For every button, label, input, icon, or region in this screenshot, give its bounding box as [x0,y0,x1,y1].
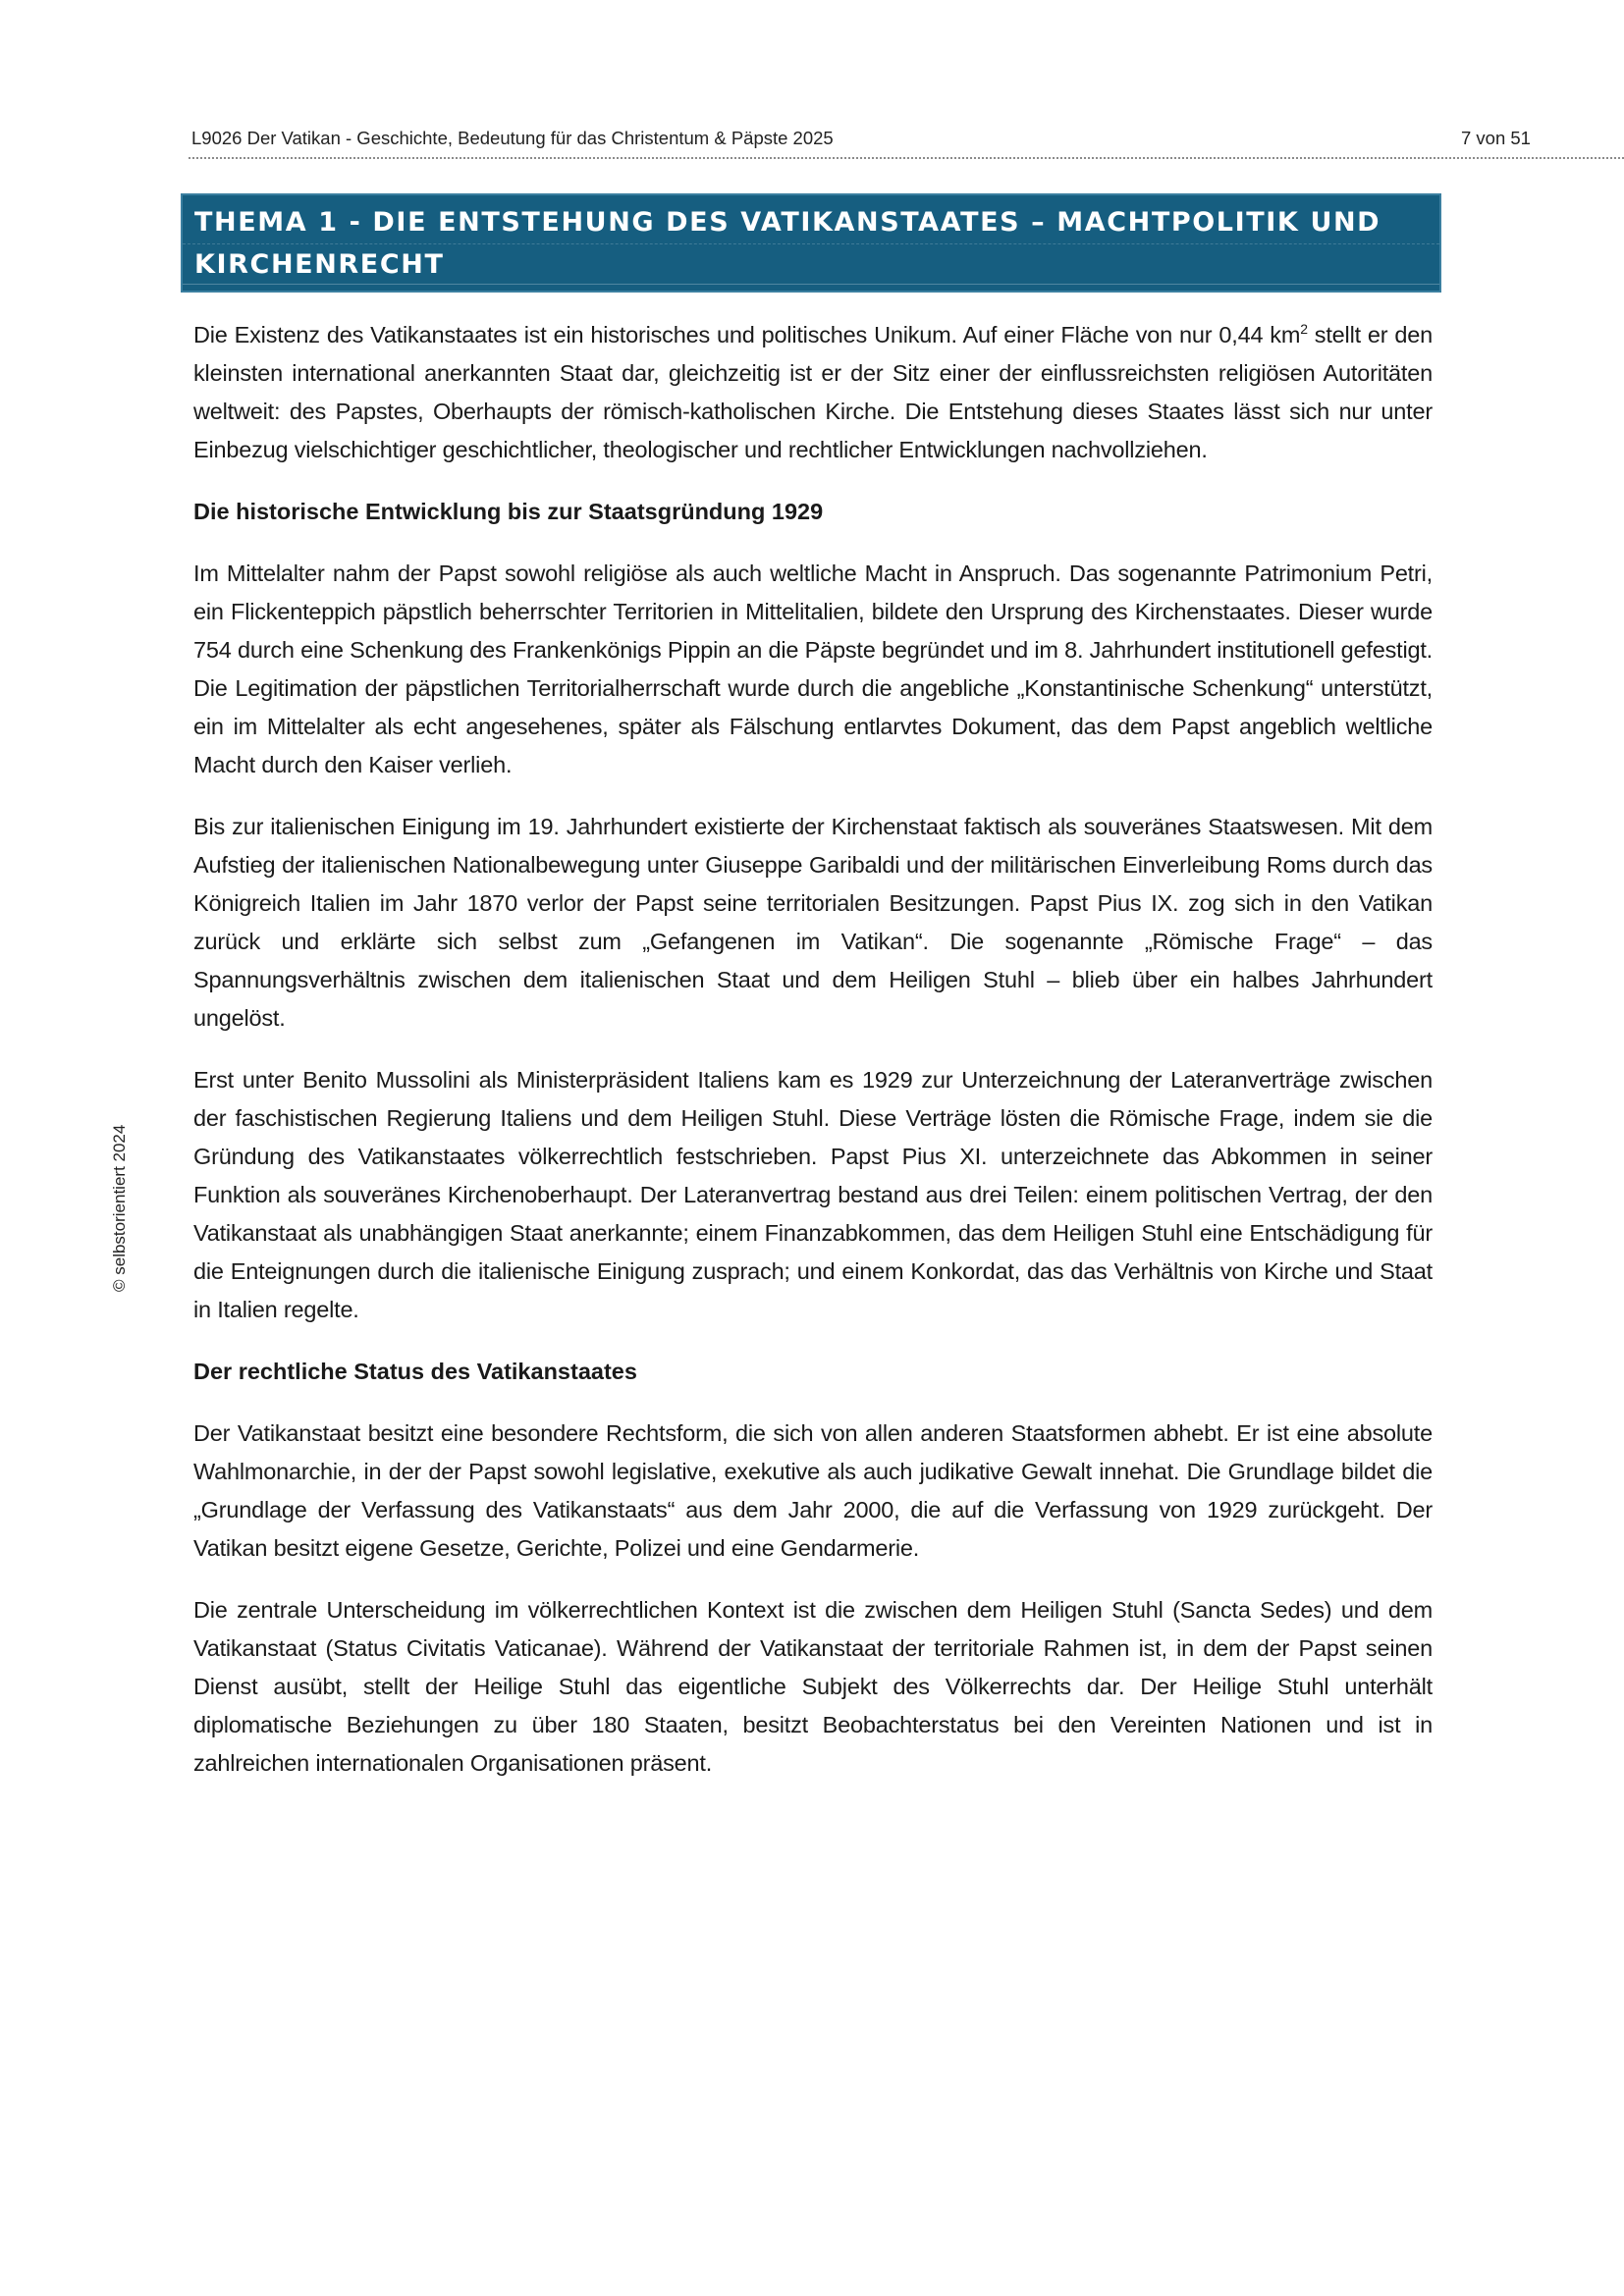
document-body [193,316,1433,1806]
topic-banner [181,193,1441,293]
paragraph: Die zentrale Unterscheidung im völkerrechtlichen Kontext ist die zwischen dem Heiligen Stuhl (Sancta Sedes) und dem Vatikanstaat (Status Civitatis Vaticanae). Während der Vatikanstaat der territoriale Rahmen ist, in dem der Papst seinen Dienst ausübt, stellt der Heilige Stuhl das eigentliche Subjekt des Völkerrechts dar. Der Heilige Stuhl unterhält diplomatische Beziehungen zu über 180 Staaten, besitzt Beobachterstatus bei den Vereinten Nationen und ist in zahlreichen internationalen Organisationen präsent. [193,1597,1433,1776]
page-header [189,128,1624,159]
paragraph: Im Mittelalter nahm der Papst sowohl religiöse als auch weltliche Macht in Anspruch. Das sogenannte Patrimonium Petri, ein Flickenteppich päpstlich beherrschter Territorien in Mittelitalien, bildete den Ursprung des Kirchenstaates. Dieser wurde 754 durch eine Schenkung des Frankenkönigs Pippin an die Päpste begründet und im 8. Jahrhundert institutionell gefestigt. Die Legitimation der päpstlichen Territorialherrschaft wurde durch die angebliche „Konstantinische Schenkung“ unterstützt, ein im Mittelalter als echt angesehenes, später als Fälschung entlarvtes Dokument, das dem Papst angeblich weltliche Macht durch den Kaiser verlieh. [193,561,1433,777]
document-title: L9026 Der Vatikan - Geschichte, Bedeutung für das Christentum & Päpste 2025 [191,128,834,148]
intro-text: stellt er den kleinsten international anerkannten Staat dar, gleichzeitig ist er der Sitz einer der einflussreichsten religiösen Autoritäten weltweit: des Papstes, Oberhaupts der römisch-katholischen Kirche. Die Entstehung dieses Staates lässt sich nur unter Einbezug vielschichtiger geschichtlicher, theologischer und rechtlicher Entwicklungen nachvollziehen. [193,322,1433,462]
page-number: 7 von 51 [1461,128,1531,148]
superscript: 2 [1300,321,1308,338]
paragraph: Erst unter Benito Mussolini als Ministerpräsident Italiens kam es 1929 zur Unterzeichnung der Lateranverträge zwischen der faschistischen Regierung Italiens und dem Heiligen Stuhl. Diese Verträge lösten die Römische Frage, indem sie die Gründung des Vatikanstaates völkerrechtlich festschrieben. Papst Pius XI. unterzeichnete das Abkommen in seiner Funktion als souveränes Kirchenoberhaupt. Der Lateranvertrag bestand aus drei Teilen: einem politischen Vertrag, der den Vatikanstaat als unabhängigen Staat anerkannte; einem Finanzabkommen, das dem Heiligen Stuhl eine Entschädigung für die Enteignungen durch die italienische Einigung zusprach; und einem Konkordat, das das Verhältnis von Kirche und Staat in Italien regelte. [193,1067,1433,1322]
section-heading: Die historische Entwicklung bis zur Staatsgründung 1929 [193,499,824,524]
topic-title: THEMA 1 - DIE ENTSTEHUNG DES VATIKANSTAATES – MACHTPOLITIK UND KIRCHENRECHT [194,207,1381,280]
paragraph: Bis zur italienischen Einigung im 19. Jahrhundert existierte der Kirchenstaat faktisch als souveränes Staatswesen. Mit dem Aufstieg der italienischen Nationalbewegung unter Giuseppe Garibaldi und der militärischen Einverleibung Roms durch das Königreich Italien im Jahr 1870 verlor der Papst seine territorialen Besitzungen. Papst Pius IX. zog sich in den Vatikan zurück und erklärte sich selbst zum „Gefangenen im Vatikan“. Die sogenannte „Römische Frage“ – das Spannungsverhältnis zwischen dem italienischen Staat und dem Heiligen Stuhl – blieb über ein halbes Jahrhundert ungelöst. [193,814,1433,1031]
copyright-note: © selbstorientiert 2024 [110,1124,129,1292]
section-heading: Der rechtliche Status des Vatikanstaates [193,1359,637,1384]
intro-paragraph [193,316,1433,469]
paragraph: Der Vatikanstaat besitzt eine besondere Rechtsform, die sich von allen anderen Staatsformen abhebt. Er ist eine absolute Wahlmonarchie, in der der Papst sowohl legislative, exekutive als auch judikative Gewalt innehat. Die Grundlage bildet die „Grundlage der Verfassung des Vatikanstaats“ aus dem Jahr 2000, die auf die Verfassung von 1929 zurückgeht. Der Vatikan besitzt eigene Gesetze, Gerichte, Polizei und eine Gendarmerie. [193,1420,1433,1561]
intro-text: Die Existenz des Vatikanstaates ist ein historisches und politisches Unikum. Auf einer Fläche von nur 0,44 km [193,322,1301,347]
